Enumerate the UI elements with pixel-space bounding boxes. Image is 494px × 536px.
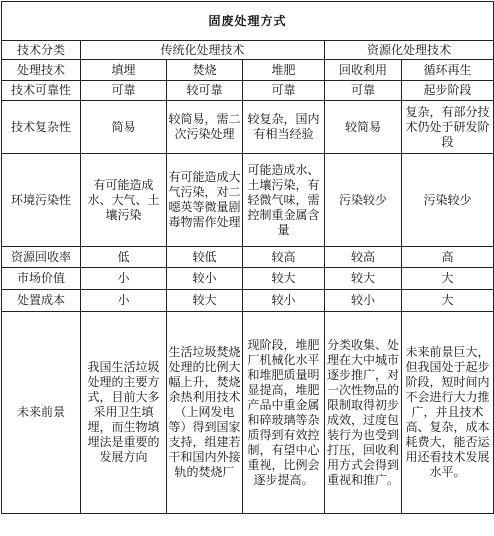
table-cell: 生活垃圾焚烧处理的比例大幅上升，焚烧余热利用技术（上网发电等）得到国家支持，组建若干和国内外接轨的焚烧厂 (167, 312, 243, 514)
table-cell: 较可靠 (167, 81, 243, 101)
tech-landfill: 填埋 (81, 60, 167, 81)
table-cell: 起步阶段 (402, 81, 494, 101)
table-cell: 污染较少 (402, 154, 494, 247)
row-header-category: 技术分类 (2, 41, 81, 60)
table-cell: 高 (402, 247, 494, 268)
table-cell: 较大 (243, 268, 325, 290)
table-row-complexity (2, 101, 494, 154)
tech-recycling: 回收利用 (325, 60, 402, 81)
table-cell: 未来前景巨大，但我国处于起步阶段，短时间内不会进行大力推广，并且技术高、复杂，成本耗费大，能否运用还看技术发展水平。 (402, 312, 494, 514)
row-header-cost: 处置成本 (2, 290, 81, 312)
table-cell: 我国生活垃圾处理的主要方式，目前大多采用卫生填埋，而生物填埋法是重要的发展方向 (81, 312, 167, 514)
table-cell: 小 (81, 290, 167, 312)
table-cell: 可靠 (325, 81, 402, 101)
table-cell: 较简易，需二次污染处理 (167, 101, 243, 154)
table-cell: 现阶段，堆肥厂机械化水平和堆肥质量明显提高，堆肥产品中重金属和碎玻璃等杂质得到有效控制，有望中心重视，比例会逐步提高。 (243, 312, 325, 514)
table-row-market (2, 268, 494, 290)
tech-row (2, 60, 494, 81)
table-cell: 污染较少 (325, 154, 402, 247)
table-cell: 较低 (167, 247, 243, 268)
table-cell: 复杂，有部分技术仍处于研发阶段 (402, 101, 494, 154)
table-cell: 小 (81, 268, 167, 290)
table-cell: 较小 (325, 290, 402, 312)
table-row-pollution (2, 154, 494, 247)
title-row (2, 2, 494, 41)
table-cell: 较高 (243, 247, 325, 268)
table-cell: 较大 (325, 268, 402, 290)
row-header-future: 未来前景 (2, 312, 81, 514)
tech-composting: 堆肥 (243, 60, 325, 81)
row-header-recovery: 资源回收率 (2, 247, 81, 268)
category-traditional: 传统化处理技术 (81, 41, 325, 60)
table-row-future (2, 312, 494, 514)
table-cell: 有可能造成水、大气、土壤污染 (81, 154, 167, 247)
table-cell: 低 (81, 247, 167, 268)
table-cell: 大 (402, 290, 494, 312)
table-cell: 较小 (167, 268, 243, 290)
row-header-pollution: 环境污染性 (2, 154, 81, 247)
table-cell: 可能造成水、土壤污染，有轻微气味，需控制重金属含量 (243, 154, 325, 247)
table-cell: 较复杂，国内有相当经验 (243, 101, 325, 154)
table-cell: 简易 (81, 101, 167, 154)
row-header-market: 市场价值 (2, 268, 81, 290)
table-cell: 可靠 (81, 81, 167, 101)
table-cell: 较高 (325, 247, 402, 268)
table-cell: 较大 (167, 290, 243, 312)
row-header-reliability: 技术可靠性 (2, 81, 81, 101)
table-cell: 大 (402, 268, 494, 290)
row-header-tech: 处理技术 (2, 60, 81, 81)
table-cell: 较简易 (325, 101, 402, 154)
table-row-cost (2, 290, 494, 312)
table-row-reliability (2, 81, 494, 101)
waste-treatment-table (1, 1, 494, 514)
table-cell: 有可能造成大气污染，对二噁英等微量剧毒物需作处理 (167, 154, 243, 247)
table-cell: 可靠 (243, 81, 325, 101)
row-header-complexity: 技术复杂性 (2, 101, 81, 154)
category-row (2, 41, 494, 60)
tech-regeneration: 循环再生 (402, 60, 494, 81)
table-row-recovery (2, 247, 494, 268)
table-cell: 分类收集、处理在大中城市逐步推广，对一次性物品的限制取得初步成效，过度包装行为也受到打压，回收利用方式会得到重视和推广。 (325, 312, 402, 514)
table-cell: 较小 (243, 290, 325, 312)
table-title: 固废处理方式 (2, 2, 494, 41)
tech-incineration: 焚烧 (167, 60, 243, 81)
category-resource: 资源化处理技术 (325, 41, 494, 60)
